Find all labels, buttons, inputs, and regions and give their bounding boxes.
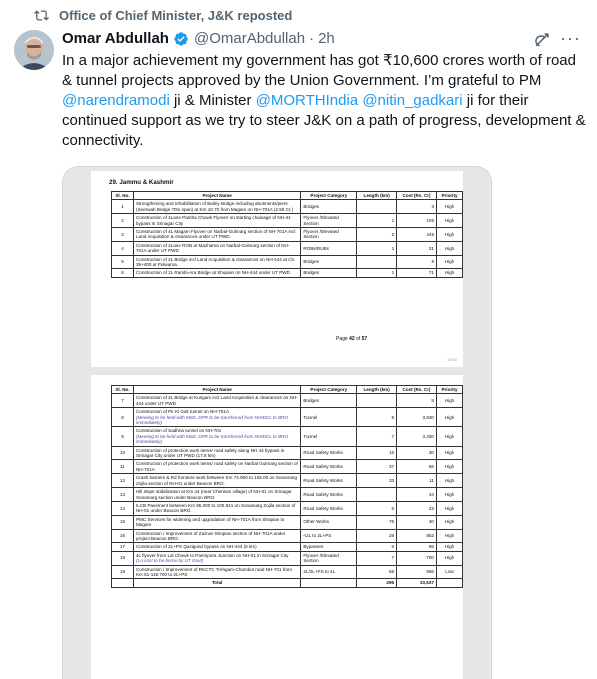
cell-cost: 66: [397, 460, 437, 474]
table-row: [112, 515, 463, 529]
cell-cost: 95: [397, 543, 437, 551]
state-title: 29. Jammu & Kashmir: [109, 179, 174, 186]
repost-label[interactable]: Office of Chief Minister, J&K reposted: [59, 8, 293, 23]
cell-length: [357, 255, 397, 269]
tweet-text: [62, 51, 587, 151]
project-note: (Meeting to be held with MoD. DPR to be transferred from NHIDCL to BRO immediately): [135, 433, 289, 445]
cell-cost: 700: [397, 551, 437, 565]
cell-priority: High: [436, 474, 462, 488]
tweet-header: [62, 30, 335, 47]
cell-length: 7: [357, 551, 397, 565]
table-row: [112, 241, 463, 255]
cell-sl-no: 13: [112, 488, 134, 502]
cell-sl-no: 7: [112, 394, 134, 408]
cell-category: Bridges: [301, 269, 357, 277]
project-name-text: Construction of 2L Bridge at Kurigam incl Land Acquisition & clearances on NH-444 under UT PWD: [135, 395, 298, 406]
total-length: 296: [357, 579, 397, 587]
cell-project-name: [133, 200, 300, 214]
tweet-text-part: ji for their continued support as we try to steer J&K on a path of progress, development & connectivity.: [62, 92, 586, 149]
table-row: [112, 269, 463, 277]
cell-sl-no: 16: [112, 529, 134, 543]
repost-icon: [34, 8, 49, 23]
cell-category: Other Works: [301, 515, 357, 529]
project-name-text: Construction of 2L+PS Qazigund bypass on NH-444 (5 km): [135, 544, 257, 550]
column-header: Sl. No.: [112, 192, 134, 200]
table-row: [112, 488, 463, 502]
table-row: [112, 228, 463, 242]
table-row: [112, 200, 463, 214]
cell-project-name: [133, 427, 300, 446]
cell-sl-no: 3: [112, 228, 134, 242]
project-name-text: Construction of Pir Ki Gali tunnel on NH-701A: [135, 409, 229, 415]
cell-project-name: [133, 501, 300, 515]
cell-category: <2L to 2L+PS: [301, 529, 357, 543]
cell-category: Flyover /Elevated Section: [301, 228, 357, 242]
cell-cost: 30: [397, 515, 437, 529]
cell-length: 33: [357, 474, 397, 488]
cell-cost: 21: [397, 241, 437, 255]
cell-length: 75: [357, 515, 397, 529]
page-prefix: Page: [336, 336, 350, 342]
cell-category: Tunnel: [301, 427, 357, 446]
project-name-text: Construction / Improvement of RKCTC Trehgam-Chamkot road NH-701 from Km 51-119.700 to 2L+PS: [135, 566, 292, 577]
column-header: Project Name: [133, 192, 300, 200]
repost-header[interactable]: [34, 8, 292, 23]
cell-length: 6: [357, 501, 397, 515]
cell-cost: 30: [397, 446, 437, 460]
project-note: (LA cost to be borne by UT Govt): [135, 558, 204, 564]
cell-project-name: [133, 241, 300, 255]
project-name-text: Construction of protection work items/ road safety on Narbal Gulmarg section of NH-701A: [135, 461, 298, 472]
cell-sl-no: 9: [112, 427, 134, 446]
cell-sl-no: 4: [112, 241, 134, 255]
table-row: [112, 446, 463, 460]
column-header: Cost (Rs. Cr): [397, 192, 437, 200]
column-header: Length (km): [357, 192, 397, 200]
cell-cost: 105: [397, 214, 437, 228]
cell-category: Bypasses: [301, 543, 357, 551]
cell-priority: High: [437, 214, 463, 228]
page-corner-number: 42/58: [446, 357, 457, 362]
cell-category: Road Safety Works: [301, 488, 357, 502]
table-row: [112, 394, 463, 408]
cell-length: 2: [357, 228, 397, 242]
cell-length: 7: [357, 427, 397, 446]
cell-category: Bridges: [301, 255, 357, 269]
cell-priority: High: [436, 488, 462, 502]
project-name-text: Construction of Sadhna tunnel on NH-701: [135, 428, 222, 434]
cell-empty: [301, 579, 357, 587]
cell-cost: 71: [397, 269, 437, 277]
document-page-2: [91, 375, 463, 679]
project-note: (Meeting to be held with MoD. DPR to be transferred from NHIDCL to BRO immediately): [135, 414, 289, 426]
cell-empty: [112, 579, 134, 587]
cell-priority: High: [436, 529, 462, 543]
verified-badge-icon[interactable]: [173, 31, 189, 47]
cell-project-name: [133, 529, 300, 543]
cell-cost: 445: [397, 228, 437, 242]
project-name-text: ILCB Pavement between Km 95.000 to 100.841 on Sonamarg Zojila section of NH-01 under Beacon BRO.: [135, 502, 296, 514]
cell-cost: 3: [397, 200, 437, 214]
column-header: Sl. No.: [112, 386, 134, 394]
column-header: Project Category: [301, 192, 357, 200]
tweet-text-part: In a major achievement my government has got ₹10,600 crores worth of road & tunnel projects approved by the Union Government. I’m grateful to PM: [62, 52, 576, 89]
project-name-text: 4L flyover from Lal Chowk to Parimpora Junction on NH-01 in Srinagar City: [135, 552, 289, 558]
project-name-text: PMC Services for widening and upgradation of NH-701A from Shopian to Magam: [135, 516, 285, 528]
project-name-text: Construction of protection work items/ road safety along NH 44 bypass in Srinagar City under UT PWD (17.8 km): [135, 447, 285, 459]
cell-sl-no: 6: [112, 269, 134, 277]
mention-nitin-gadkari[interactable]: @nitin_gadkari: [362, 92, 463, 109]
column-header: Project Category: [301, 386, 357, 394]
column-header: Priority: [437, 192, 463, 200]
page-of: of: [354, 336, 362, 342]
cell-priority: Low: [436, 565, 462, 579]
tweet-image[interactable]: [62, 166, 492, 679]
column-header: Project Name: [133, 386, 300, 394]
cell-project-name: [133, 565, 300, 579]
tweet-text-part: ji & Minister: [169, 92, 256, 109]
cell-category: Road Safety Works: [301, 474, 357, 488]
project-name-text: Hill slope stabilization at Km 44 (near Cherwan village) of NH-01 on Srinagar Sonamarg section under Beacon BRO.: [135, 489, 292, 500]
table-row: [112, 255, 463, 269]
project-name-text: Strengthening and rehabilitation of Bailey Bridge including abutments/piers (Seerwah Bridge 70m span) at Km 10.70 from Magam on NH-701A (2.50 Cr.): [135, 201, 293, 212]
cell-category: ROBs/RUBs: [301, 241, 357, 255]
cell-category: Road Safety Works: [301, 501, 357, 515]
project-name-text: Construction of 2L Bridge incl Land Acquisition & clearances on NH-444 at Ch. 35+400 at Pulwama.: [135, 256, 296, 268]
cell-project-name: [133, 515, 300, 529]
cell-category: Road Safety Works: [301, 460, 357, 474]
project-name-text: Construction of 2Lane ROB at Mazhama on Narbal-Gulmarg section of NH-701A under UT PWD: [135, 242, 290, 254]
cell-cost: 8: [397, 255, 437, 269]
page-total: 57: [361, 336, 368, 342]
cell-sl-no: 8: [112, 408, 134, 427]
cell-sl-no: 2: [112, 214, 134, 228]
cell-project-name: [133, 543, 300, 551]
column-header: Priority: [436, 386, 462, 394]
cell-project-name: [133, 269, 300, 277]
cell-sl-no: 17: [112, 543, 134, 551]
cell-sl-no: 18: [112, 551, 134, 565]
cell-length: 37: [357, 460, 397, 474]
cell-category: Bridges: [301, 394, 357, 408]
cell-priority: High: [436, 427, 462, 446]
cell-empty: [436, 579, 462, 587]
cell-priority: High: [436, 394, 462, 408]
cell-cost: 852: [397, 529, 437, 543]
cell-cost: 11: [397, 474, 437, 488]
project-table-2: [111, 385, 463, 588]
grok-icon[interactable]: [532, 30, 552, 50]
cell-length: 68: [357, 565, 397, 579]
cell-priority: High: [436, 408, 462, 427]
cell-project-name: [133, 460, 300, 474]
cell-sl-no: 5: [112, 255, 134, 269]
avatar[interactable]: [14, 30, 54, 70]
cell-length: 1: [357, 214, 397, 228]
table-row: [112, 529, 463, 543]
cell-cost: 3,330: [397, 427, 437, 446]
cell-category: Bridges: [301, 200, 357, 214]
cell-project-name: [133, 214, 300, 228]
cell-sl-no: 15: [112, 515, 134, 529]
cell-length: 28: [357, 529, 397, 543]
cell-priority: High: [436, 515, 462, 529]
cell-length: [357, 488, 397, 502]
separator-dot: ·: [309, 30, 315, 47]
cell-priority: High: [437, 228, 463, 242]
cell-category: 2L/2L+PS to 4L: [301, 565, 357, 579]
table-total-row: [112, 579, 463, 587]
cell-category: Flyover /Elevated Section: [301, 551, 357, 565]
project-name-text: Construction of 2L Rambi-Ara Bridge at Shopian on NH-444 under UT PWD: [135, 270, 290, 276]
cell-priority: High: [436, 460, 462, 474]
column-header: Cost (Rs. Cr): [397, 386, 437, 394]
total-cost: 10,637: [397, 579, 437, 587]
project-name-text: Construction / Improvement of Zaznar-Shopian section of NH-701A under project Beacon BRO.: [135, 530, 286, 541]
cell-sl-no: 12: [112, 474, 134, 488]
cell-length: 5: [357, 543, 397, 551]
timestamp[interactable]: 2h: [318, 30, 335, 47]
table-row: [112, 427, 463, 446]
cell-priority: High: [437, 269, 463, 277]
cell-priority: High: [437, 255, 463, 269]
cell-category: Tunnel: [301, 408, 357, 427]
avatar-image: [14, 30, 54, 70]
table-row: [112, 551, 463, 565]
cell-cost: 3,830: [397, 408, 437, 427]
cell-category: Road Safety Works: [301, 446, 357, 460]
cell-priority: High: [436, 446, 462, 460]
cell-sl-no: 14: [112, 501, 134, 515]
column-header: Length (km): [357, 386, 397, 394]
cell-length: 1: [357, 269, 397, 277]
cell-cost: 23: [397, 501, 437, 515]
cell-project-name: [133, 228, 300, 242]
cell-project-name: [133, 394, 300, 408]
cell-priority: High: [437, 241, 463, 255]
cell-length: [357, 200, 397, 214]
cell-length: 16: [357, 446, 397, 460]
cell-priority: High: [437, 200, 463, 214]
cell-project-name: [133, 446, 300, 460]
cell-priority: High: [436, 501, 462, 515]
cell-length: 9: [357, 408, 397, 427]
table-row: [112, 474, 463, 488]
project-table-1: [111, 191, 463, 278]
cell-project-name: [133, 474, 300, 488]
cell-priority: High: [436, 551, 462, 565]
author-handle[interactable]: @OmarAbdullah: [193, 30, 306, 47]
mention-narendramodi[interactable]: @narendramodi: [62, 92, 170, 109]
cell-project-name: [133, 551, 300, 565]
mention-morthindia[interactable]: @MORTHIndia: [255, 92, 359, 109]
cell-cost: 8: [397, 394, 437, 408]
table-row: [112, 460, 463, 474]
table-row: [112, 214, 463, 228]
cell-project-name: [133, 488, 300, 502]
cell-cost: 966: [397, 565, 437, 579]
cell-sl-no: 1: [112, 200, 134, 214]
cell-length: [357, 394, 397, 408]
cell-sl-no: 19: [112, 565, 134, 579]
cell-category: Flyover /Elevated Section: [301, 214, 357, 228]
project-name-text: Crash barriers & Rd furniture work between Km 74.900 to 108.00 on Sonamarg Zojila section of NH-01 under Beacon BRO.: [135, 475, 298, 486]
cell-sl-no: 10: [112, 446, 134, 460]
cell-project-name: [133, 255, 300, 269]
page-number: [336, 336, 367, 342]
cell-length: 1: [357, 241, 397, 255]
table-row: [112, 501, 463, 515]
project-name-text: Construction of 4Lane Pantha Chowk Flyover on starting chainage of NH-44 bypass in Srinagar City: [135, 215, 291, 226]
author-name[interactable]: Omar Abdullah: [62, 30, 169, 47]
more-options-icon[interactable]: ···: [560, 28, 581, 48]
cell-cost: 44: [397, 488, 437, 502]
total-label: Total: [133, 579, 300, 587]
document-page-1: [91, 171, 463, 367]
table-row: [112, 408, 463, 427]
cell-sl-no: 11: [112, 460, 134, 474]
cell-project-name: [133, 408, 300, 427]
table-row: [112, 565, 463, 579]
page-num: 42: [349, 336, 355, 342]
project-name-text: Construction of 4L Magam Flyover on Narbal-Gulmarg section of NH-701A incl Land Acquisition & clearances under UT PWD.: [135, 229, 296, 240]
cell-priority: High: [436, 543, 462, 551]
table-row: [112, 543, 463, 551]
